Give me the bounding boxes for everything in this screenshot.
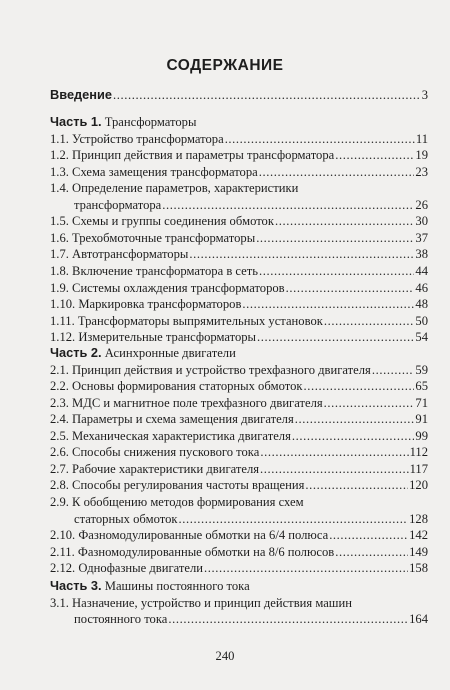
part-name: Машины постоянного тока [104, 579, 250, 593]
toc-entry[interactable] [50, 180, 428, 196]
toc-entry-page: 37 [415, 230, 428, 245]
leader-dots [189, 246, 414, 262]
toc-entry-title: трансформатора [74, 197, 162, 212]
toc-entry-page: 117 [409, 461, 428, 476]
leader-dots [335, 147, 414, 163]
toc-entry[interactable] [50, 395, 428, 411]
page-number: 240 [215, 649, 235, 663]
toc-entry-title: Введение [50, 87, 113, 102]
toc-entry-page: 164 [409, 612, 428, 627]
leader-dots [295, 411, 415, 427]
leader-dots [204, 560, 408, 576]
toc-entry-page: 149 [409, 544, 428, 559]
leader-dots [304, 378, 415, 394]
part-label: Часть 3. [50, 578, 102, 593]
toc-entry[interactable] [50, 494, 428, 510]
toc-entry-title: 2.11. Фазномодулированные обмотки на 8/6 полюсов [50, 544, 335, 559]
part-label: Часть 1. [50, 114, 102, 129]
part-label: Часть 2. [50, 345, 102, 360]
toc-entry-page: 112 [409, 445, 428, 460]
toc-entry-title: 2.8. Способы регулирования частоты вращения [50, 478, 305, 493]
toc-entry-title: 1.11. Трансформаторы выпрямительных установок [50, 313, 323, 328]
leader-dots [324, 395, 415, 411]
toc-entry-page: 71 [415, 395, 428, 410]
toc-entry[interactable] [50, 560, 428, 576]
toc-entry-page: 142 [409, 528, 428, 543]
toc-entry[interactable] [50, 411, 428, 427]
toc-entry[interactable] [50, 527, 428, 543]
toc-entry[interactable] [50, 544, 428, 560]
toc-entry-continuation[interactable] [50, 611, 428, 627]
toc-entry[interactable] [50, 444, 428, 460]
toc-entry-title: 2.2. Основы формирования статорных обмоток [50, 379, 303, 394]
toc-entry-page: 30 [415, 214, 428, 229]
leader-dots [260, 461, 409, 477]
leader-dots [259, 263, 414, 279]
toc-entry[interactable] [50, 280, 428, 296]
toc-entry-title: 1.2. Принцип действия и параметры трансформатора [50, 148, 335, 163]
leader-dots [305, 477, 408, 493]
toc-entry-intro[interactable] [50, 87, 428, 103]
toc-entry-title: 2.3. МДС и магнитное поле трехфазного двигателя [50, 395, 323, 410]
toc-entry-title: 2.7. Рабочие характеристики двигателя [50, 461, 260, 476]
toc-entry[interactable] [50, 213, 428, 229]
toc-entry-title: 2.6. Способы снижения пускового тока [50, 445, 260, 460]
toc-entry[interactable] [50, 362, 428, 378]
toc-entry[interactable] [50, 147, 428, 163]
toc-entry-page: 38 [415, 247, 428, 262]
page-title: СОДЕРЖАНИЕ [166, 57, 284, 74]
toc-entry[interactable] [50, 313, 428, 329]
leader-dots [324, 313, 415, 329]
toc-entry-title: 1.5. Схемы и группы соединения обмоток [50, 214, 274, 229]
toc-entry-page: 91 [415, 412, 428, 427]
toc-entry[interactable] [50, 595, 428, 611]
leader-dots [292, 428, 415, 444]
toc-entry-title: 2.5. Механическая характеристика двигателя [50, 428, 291, 443]
toc-entry-page: 11 [415, 131, 428, 146]
part-heading[interactable] [50, 114, 428, 130]
toc-entry-title: статорных обмоток [74, 511, 178, 526]
toc-entry-title: 1.12. Измерительные трансформаторы [50, 330, 257, 345]
toc-entry[interactable] [50, 329, 428, 345]
toc-entry-page: 46 [415, 280, 428, 295]
leader-dots [259, 164, 415, 180]
leader-dots [275, 213, 414, 229]
leader-dots [168, 611, 408, 627]
leader-dots [329, 527, 408, 543]
toc-entry[interactable] [50, 164, 428, 180]
toc-entry-title: 1.4. Определение параметров, характеристики [50, 181, 299, 196]
toc-entry[interactable] [50, 263, 428, 279]
toc-entry[interactable] [50, 428, 428, 444]
toc-entry-page: 120 [409, 478, 428, 493]
toc-entry-continuation[interactable] [50, 511, 428, 527]
leader-dots [242, 296, 414, 312]
toc-entry-page: 50 [415, 313, 428, 328]
toc-entry-page: 65 [415, 379, 428, 394]
toc-entry-title: 1.1. Устройство трансформатора [50, 131, 224, 146]
part-name: Трансформаторы [104, 115, 197, 129]
toc-entry[interactable] [50, 378, 428, 394]
toc-entry[interactable] [50, 296, 428, 312]
toc-entry-page: 19 [415, 148, 428, 163]
toc-entry-title: 3.1. Назначение, устройство и принцип действия машин [50, 595, 352, 610]
toc-entry-page: 3 [421, 88, 428, 102]
toc-entry-page: 54 [415, 330, 428, 345]
toc-entry-title: постоянного тока [74, 612, 168, 627]
leader-dots [260, 444, 408, 460]
toc-entry-page: 48 [415, 297, 428, 312]
toc-entry-page: 99 [415, 428, 428, 443]
toc-entry-page: 158 [409, 561, 428, 576]
toc-entry-page: 128 [409, 511, 428, 526]
part-heading[interactable] [50, 345, 428, 361]
part-heading[interactable] [50, 578, 428, 594]
toc-entry-title: 2.10. Фазномодулированные обмотки на 6/4 полюса [50, 528, 329, 543]
toc-entry-title: 2.9. К обобщению методов формирования схем [50, 494, 304, 509]
toc-entry-page: 44 [415, 263, 428, 278]
toc-entry[interactable] [50, 131, 428, 147]
toc-entry-page: 23 [415, 164, 428, 179]
leader-dots [286, 280, 415, 296]
toc-entry-title: 1.3. Схема замещения трансформатора [50, 164, 258, 179]
toc-entry[interactable] [50, 477, 428, 493]
leader-dots [257, 329, 414, 345]
toc-entry[interactable] [50, 461, 428, 477]
leader-dots [162, 197, 414, 213]
toc-entry-title: 2.4. Параметры и схема замещения двигателя [50, 412, 294, 427]
toc-entry-title: 2.1. Принцип действия и устройство трехфазного двигателя [50, 362, 371, 377]
leader-dots [225, 131, 415, 147]
toc-entry-title: 2.12. Однофазные двигатели [50, 561, 204, 576]
toc-entry-page: 26 [415, 197, 428, 212]
toc-entry-continuation[interactable] [50, 197, 428, 213]
toc-entry-title: 1.7. Автотрансформаторы [50, 247, 189, 262]
part-name: Асинхронные двигатели [104, 346, 236, 360]
toc-entry-title: 1.6. Трехобмоточные трансформаторы [50, 230, 256, 245]
leader-dots [372, 362, 415, 378]
toc-entry-title: 1.8. Включение трансформатора в сеть [50, 263, 258, 278]
toc-entry[interactable] [50, 230, 428, 246]
leader-dots [335, 544, 408, 560]
leader-dots [256, 230, 414, 246]
toc-entry-title: 1.9. Системы охлаждения трансформаторов [50, 280, 285, 295]
leader-dots [113, 87, 421, 103]
toc-entry-title: 1.10. Маркировка трансформаторов [50, 297, 242, 312]
toc-entry-page: 59 [415, 362, 428, 377]
toc-entry[interactable] [50, 246, 428, 262]
leader-dots [179, 511, 409, 527]
